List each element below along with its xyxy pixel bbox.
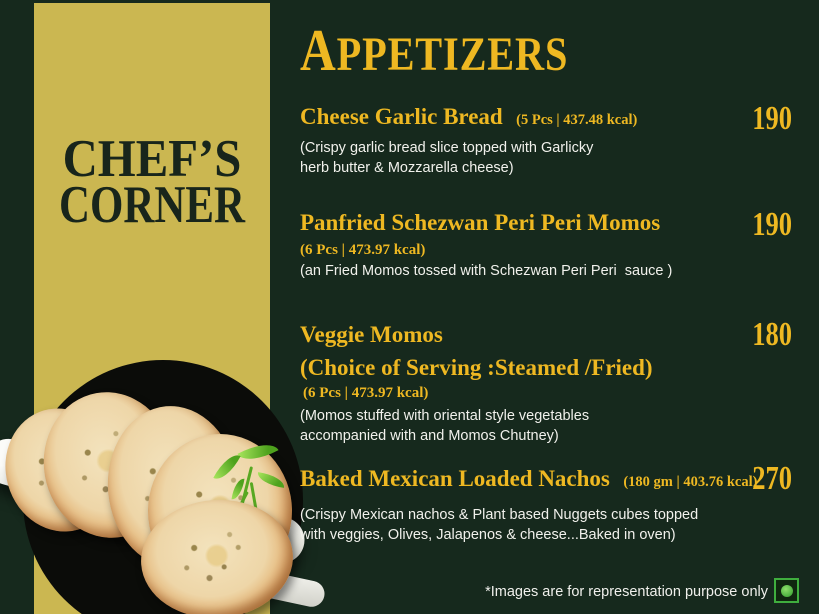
item-name: Baked Mexican Loaded Nachos xyxy=(300,466,610,491)
item-name: Veggie Momos xyxy=(300,322,443,347)
item-serving-info: (5 Pcs | 437.48 kcal) xyxy=(516,112,638,128)
item-description-line2: with veggies, Olives, Jalapenos & cheese...Baked in oven) xyxy=(300,527,676,543)
section-title: APPETIZERS xyxy=(300,17,569,83)
basil-leaf xyxy=(256,472,285,488)
menu-item-cheese-garlic-bread xyxy=(300,102,755,178)
menu-item-baked-mexican-nachos xyxy=(300,464,758,545)
basil-leaf xyxy=(213,450,240,485)
menu-item-panfried-schezwan-momos xyxy=(300,208,755,281)
chefs-corner-title-line1: CHEF’S xyxy=(62,130,242,188)
item-name-line2: (Choice of Serving :Steamed /Fried) xyxy=(300,355,653,380)
item-price: 190 xyxy=(752,100,792,137)
item-description-line1: (Momos stuffed with oriental style vegetables xyxy=(300,408,590,424)
veg-mark-dot-icon xyxy=(781,585,793,597)
item-price: 180 xyxy=(752,316,792,353)
footer-note: *Images are for representation purpose only xyxy=(485,584,768,600)
item-serving-info: (180 gm | 403.76 kcal) xyxy=(623,474,758,490)
item-description-line2: herb butter & Mozzarella cheese) xyxy=(300,160,514,176)
item-price: 270 xyxy=(752,460,792,497)
item-description-line1: (an Fried Momos tossed with Schezwan Peri Peri sauce ) xyxy=(300,263,673,279)
item-description-line1: (Crispy garlic bread slice topped with Garlicky xyxy=(300,140,594,156)
item-price: 190 xyxy=(752,206,792,243)
menu-item-veggie-momos xyxy=(300,318,755,446)
veg-mark-icon xyxy=(774,578,799,603)
chefs-corner-title-line2: CORNER xyxy=(58,176,246,234)
item-description-line1: (Crispy Mexican nachos & Plant based Nuggets cubes topped xyxy=(300,507,699,523)
item-serving-info: (6 Pcs | 473.97 kcal) xyxy=(303,385,429,401)
basil-leaf xyxy=(237,436,278,468)
item-name: Panfried Schezwan Peri Peri Momos xyxy=(300,210,661,235)
item-serving-info: (6 Pcs | 473.97 kcal) xyxy=(300,242,426,258)
item-name: Cheese Garlic Bread xyxy=(300,104,503,129)
item-description-line2: accompanied with and Momos Chutney) xyxy=(300,428,559,444)
